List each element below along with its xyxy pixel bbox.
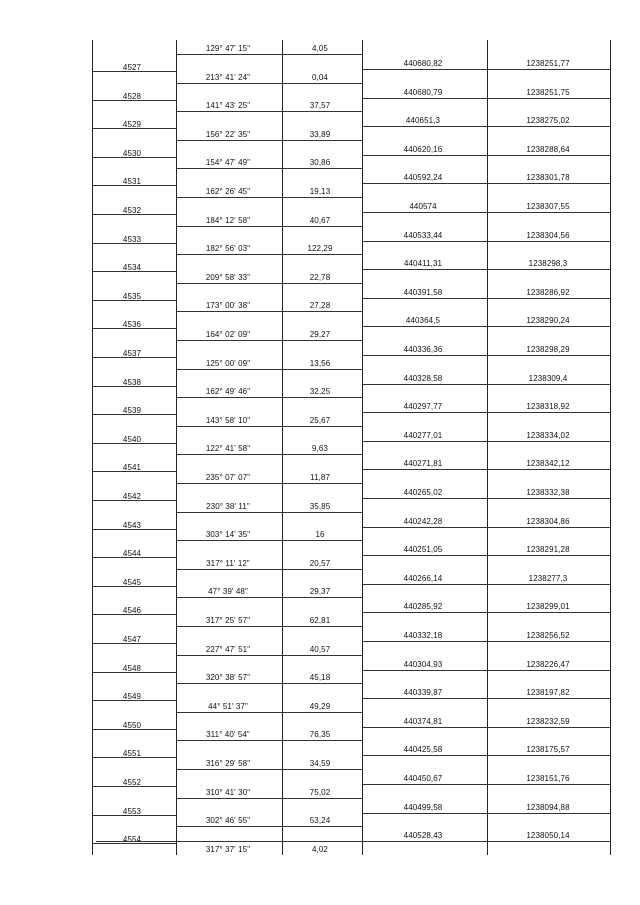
row-divider bbox=[362, 612, 610, 613]
coordinate-x: 440528,43 bbox=[403, 831, 443, 841]
row-divider bbox=[92, 557, 176, 558]
row-divider bbox=[92, 328, 176, 329]
point-number: 4532 bbox=[122, 206, 142, 215]
coordinate-y: 1238286,92 bbox=[526, 287, 570, 297]
coordinate-y: 1238277,3 bbox=[528, 573, 568, 583]
bearing-angle: 129° 47' 15" bbox=[205, 44, 251, 53]
point-number: 4531 bbox=[122, 177, 142, 187]
coordinate-x: 440277,01 bbox=[403, 430, 443, 440]
segment-length: 45,18 bbox=[309, 673, 331, 683]
coordinate-x: 440332,18 bbox=[403, 631, 443, 640]
coordinate-y: 1238275,02 bbox=[526, 116, 570, 126]
coordinate-y: 1238298,3 bbox=[528, 259, 568, 269]
coordinate-y: 1238256,52 bbox=[526, 631, 570, 640]
row-divider bbox=[176, 311, 362, 312]
row-divider bbox=[176, 683, 362, 684]
segment-length: 25,67 bbox=[309, 415, 331, 425]
segment-length: 34,59 bbox=[309, 759, 331, 768]
row-divider bbox=[362, 98, 610, 99]
point-number: 4550 bbox=[122, 720, 142, 730]
segment-length: 27,28 bbox=[309, 301, 331, 311]
row-divider bbox=[176, 397, 362, 398]
coordinate-x: 440364,5 bbox=[405, 316, 441, 326]
column-divider bbox=[92, 40, 93, 855]
bearing-angle: 154° 47' 49" bbox=[205, 158, 251, 168]
segment-length: 40,67 bbox=[309, 215, 331, 225]
segment-length: 62,81 bbox=[309, 616, 331, 625]
row-divider bbox=[92, 672, 176, 673]
row-divider bbox=[92, 271, 176, 272]
segment-length: 4,05 bbox=[312, 44, 328, 53]
row-divider bbox=[176, 83, 362, 84]
segment-length: 40,57 bbox=[309, 644, 331, 654]
coordinate-y: 1238304,86 bbox=[526, 516, 570, 526]
point-number: 4538 bbox=[122, 377, 142, 387]
coordinate-y: 1238151,76 bbox=[526, 774, 570, 783]
segment-length: 22,78 bbox=[309, 272, 331, 282]
bearing-angle: 209° 58' 33" bbox=[205, 272, 251, 282]
point-number: 4534 bbox=[122, 263, 142, 273]
row-divider bbox=[92, 586, 176, 587]
row-divider bbox=[362, 698, 610, 699]
coordinate-y: 1238309,4 bbox=[528, 373, 568, 383]
row-divider bbox=[176, 798, 362, 799]
row-divider bbox=[362, 269, 610, 270]
bearing-angle: 311° 40' 54" bbox=[206, 730, 250, 740]
coordinate-x: 440651,3 bbox=[405, 116, 441, 126]
point-number: 4545 bbox=[122, 577, 142, 587]
row-divider bbox=[92, 243, 176, 244]
row-divider bbox=[176, 369, 362, 370]
column-divider bbox=[610, 40, 611, 855]
point-number: 4528 bbox=[122, 91, 142, 101]
row-divider bbox=[176, 340, 362, 341]
segment-length: 32,25 bbox=[309, 387, 331, 397]
row-divider bbox=[92, 500, 176, 501]
bearing-angle: 310° 41' 30" bbox=[205, 787, 251, 797]
coordinate-x: 440336,36 bbox=[403, 345, 443, 354]
segment-length: 16 bbox=[315, 530, 325, 540]
segment-length: 37,57 bbox=[309, 101, 331, 111]
row-divider bbox=[92, 529, 176, 530]
row-divider bbox=[362, 183, 610, 184]
segment-length: 0,04 bbox=[312, 72, 328, 82]
row-divider bbox=[176, 426, 362, 427]
column-divider bbox=[176, 40, 177, 855]
segment-length: 35,85 bbox=[309, 501, 331, 511]
row-divider bbox=[92, 815, 176, 816]
coordinate-x: 440266,14 bbox=[403, 573, 443, 583]
coordinate-y: 1238318,92 bbox=[526, 402, 570, 412]
coordinate-x: 440339,87 bbox=[403, 688, 443, 698]
point-number: 4546 bbox=[122, 606, 142, 616]
row-divider bbox=[176, 769, 362, 770]
bearing-angle: 302° 46' 55" bbox=[205, 816, 251, 826]
coordinate-x: 440499,58 bbox=[403, 802, 443, 812]
point-number: 4551 bbox=[122, 749, 142, 759]
row-divider bbox=[92, 214, 176, 215]
row-divider bbox=[176, 626, 362, 627]
coordinate-x: 440425,58 bbox=[403, 745, 443, 755]
row-divider bbox=[92, 471, 176, 472]
coordinate-x: 440574 bbox=[409, 202, 437, 211]
row-divider bbox=[362, 469, 610, 470]
row-divider bbox=[176, 712, 362, 713]
row-divider bbox=[92, 414, 176, 415]
row-divider bbox=[362, 298, 610, 299]
row-divider bbox=[362, 384, 610, 385]
row-divider bbox=[176, 740, 362, 741]
point-number: 4552 bbox=[122, 778, 142, 787]
row-divider bbox=[362, 355, 610, 356]
coordinate-y: 1238304,56 bbox=[526, 230, 570, 240]
row-divider bbox=[176, 826, 362, 827]
coordinate-y: 1238334,02 bbox=[526, 430, 570, 440]
coordinate-x: 440304,93 bbox=[403, 659, 443, 669]
segment-length: 76,35 bbox=[309, 730, 331, 740]
row-divider bbox=[176, 597, 362, 598]
bearing-angle: 317° 37' 15" bbox=[205, 844, 251, 854]
point-number: 4539 bbox=[122, 406, 142, 416]
point-number: 4544 bbox=[122, 549, 142, 559]
row-divider bbox=[176, 483, 362, 484]
segment-length: 30,86 bbox=[309, 158, 331, 168]
coordinate-x: 440285,92 bbox=[403, 602, 443, 612]
point-number: 4548 bbox=[122, 663, 142, 673]
bearing-angle: 122° 41' 58" bbox=[205, 444, 251, 454]
row-divider bbox=[92, 843, 176, 844]
row-divider bbox=[362, 126, 610, 127]
coordinate-y: 1238298,29 bbox=[526, 345, 570, 354]
bearing-angle: 125° 00' 09" bbox=[205, 358, 251, 368]
row-divider bbox=[362, 212, 610, 213]
row-divider bbox=[92, 443, 176, 444]
bearing-angle: 162° 49' 46" bbox=[205, 387, 251, 397]
coordinate-x: 440533,44 bbox=[403, 230, 443, 240]
row-divider bbox=[92, 185, 176, 186]
coordinate-x: 440242,28 bbox=[403, 516, 443, 526]
row-divider bbox=[362, 727, 610, 728]
point-number: 4542 bbox=[122, 492, 142, 501]
row-divider bbox=[176, 226, 362, 227]
row-divider bbox=[176, 512, 362, 513]
row-divider bbox=[176, 454, 362, 455]
coordinate-x: 440391,58 bbox=[403, 287, 443, 297]
coordinate-y: 1238332,38 bbox=[526, 488, 570, 497]
coordinate-x: 440680,79 bbox=[403, 87, 443, 97]
row-divider bbox=[176, 283, 362, 284]
bearing-angle: 184° 12' 58" bbox=[205, 215, 251, 225]
coordinate-x: 440297,77 bbox=[403, 402, 443, 412]
row-divider bbox=[176, 540, 362, 541]
coordinate-x: 440450,67 bbox=[403, 774, 443, 783]
segment-length: 9,63 bbox=[312, 444, 328, 454]
column-divider bbox=[282, 40, 283, 855]
point-number: 4547 bbox=[122, 635, 142, 644]
row-divider bbox=[362, 326, 610, 327]
bearing-angle: 317° 25' 57" bbox=[205, 616, 251, 625]
bearing-angle: 320° 38' 57" bbox=[205, 673, 251, 683]
row-divider bbox=[92, 700, 176, 701]
row-divider bbox=[362, 813, 610, 814]
bearing-angle: 143° 58' 10" bbox=[205, 415, 251, 425]
bearing-angle: 44° 51' 37" bbox=[208, 701, 248, 711]
coordinate-y: 1238094,88 bbox=[526, 802, 570, 812]
bearing-angle: 156° 22' 35" bbox=[205, 129, 251, 139]
row-divider bbox=[362, 670, 610, 671]
row-divider bbox=[362, 584, 610, 585]
row-divider bbox=[92, 386, 176, 387]
segment-length: 33,89 bbox=[309, 129, 331, 139]
row-divider bbox=[92, 128, 176, 129]
segment-length: 29,27 bbox=[309, 330, 331, 339]
segment-length: 4,02 bbox=[312, 844, 328, 854]
bearing-angle: 303° 14' 35" bbox=[205, 530, 251, 540]
segment-length: 29,37 bbox=[309, 587, 331, 597]
row-divider bbox=[362, 69, 610, 70]
segment-length: 75,02 bbox=[309, 787, 331, 797]
coordinate-x: 440328,58 bbox=[403, 373, 443, 383]
coordinate-y: 1238290,24 bbox=[526, 316, 570, 326]
bearing-angle: 235° 07' 07" bbox=[205, 473, 251, 482]
row-divider bbox=[92, 300, 176, 301]
row-divider bbox=[92, 100, 176, 101]
point-number: 4537 bbox=[122, 349, 142, 358]
row-divider bbox=[92, 786, 176, 787]
row-divider bbox=[362, 498, 610, 499]
segment-length: 19,13 bbox=[309, 187, 331, 196]
point-number: 4553 bbox=[122, 806, 142, 816]
row-divider bbox=[92, 357, 176, 358]
point-number: 4554 bbox=[122, 835, 142, 845]
bearing-angle: 173° 00' 38" bbox=[205, 301, 251, 311]
coordinate-x: 440620,16 bbox=[403, 144, 443, 154]
row-divider bbox=[362, 441, 610, 442]
row-divider bbox=[92, 729, 176, 730]
bearing-angle: 162° 26' 45" bbox=[205, 187, 251, 196]
coordinate-x: 440251,05 bbox=[403, 545, 443, 555]
point-number: 4527 bbox=[122, 63, 142, 72]
segment-length: 11,87 bbox=[310, 473, 330, 482]
bearing-angle: 182° 56' 03" bbox=[205, 244, 251, 254]
point-number: 4543 bbox=[122, 520, 142, 530]
bearing-angle: 227° 47' 51" bbox=[205, 644, 251, 654]
point-number: 4529 bbox=[122, 120, 142, 130]
row-divider bbox=[92, 757, 176, 758]
row-divider bbox=[362, 527, 610, 528]
coordinate-y: 1238299,01 bbox=[526, 602, 570, 612]
row-divider bbox=[176, 254, 362, 255]
row-divider bbox=[362, 155, 610, 156]
coordinate-y: 1238307,55 bbox=[526, 202, 570, 211]
coordinate-y: 1238288,64 bbox=[526, 144, 570, 154]
point-number: 4535 bbox=[122, 291, 142, 301]
segment-length: 49,29 bbox=[309, 701, 331, 711]
bearing-angle: 141° 43' 25" bbox=[205, 101, 251, 111]
row-divider bbox=[362, 755, 610, 756]
bearing-angle: 230° 38' 11" bbox=[206, 501, 250, 511]
coordinate-y: 1238291,28 bbox=[526, 545, 570, 555]
coordinate-x: 440271,81 bbox=[403, 459, 443, 469]
row-divider bbox=[362, 241, 610, 242]
row-divider bbox=[176, 111, 362, 112]
coordinate-x: 440592,24 bbox=[403, 173, 443, 183]
point-number: 4533 bbox=[122, 234, 142, 244]
coordinate-y: 1238301,78 bbox=[526, 173, 570, 183]
row-divider bbox=[176, 569, 362, 570]
segment-length: 122,29 bbox=[307, 244, 333, 254]
point-number: 4530 bbox=[122, 148, 142, 158]
coordinate-y: 1238050,14 bbox=[526, 831, 570, 841]
segment-length: 13,56 bbox=[309, 358, 331, 368]
row-divider bbox=[92, 643, 176, 644]
bearing-angle: 47° 39' 48" bbox=[208, 587, 248, 597]
coordinate-y: 1238175,57 bbox=[526, 745, 570, 755]
row-divider bbox=[96, 841, 610, 842]
coordinate-x: 440265,02 bbox=[403, 488, 443, 497]
coordinate-x: 440411,31 bbox=[403, 259, 443, 269]
row-divider bbox=[362, 555, 610, 556]
bearing-angle: 317° 11' 12" bbox=[206, 558, 250, 568]
point-number: 4540 bbox=[122, 434, 142, 444]
row-divider bbox=[362, 784, 610, 785]
coordinate-y: 1238251,77 bbox=[526, 59, 570, 68]
bearing-angle: 316° 29' 58" bbox=[205, 759, 251, 768]
point-number: 4549 bbox=[122, 692, 142, 702]
bearing-angle: 164° 02' 09" bbox=[205, 330, 251, 339]
column-divider bbox=[362, 40, 363, 855]
row-divider bbox=[176, 168, 362, 169]
coordinate-x: 440680,82 bbox=[403, 59, 443, 68]
coordinate-y: 1238342,12 bbox=[526, 459, 570, 469]
coordinate-y: 1238197,82 bbox=[526, 688, 570, 698]
row-divider bbox=[176, 197, 362, 198]
row-divider bbox=[176, 54, 362, 55]
row-divider bbox=[176, 140, 362, 141]
row-divider bbox=[176, 655, 362, 656]
coordinate-x: 440374,81 bbox=[403, 716, 443, 726]
point-number: 4541 bbox=[122, 463, 142, 473]
column-divider bbox=[487, 40, 488, 855]
row-divider bbox=[92, 71, 176, 72]
row-divider bbox=[362, 412, 610, 413]
segment-length: 20,57 bbox=[309, 558, 331, 568]
row-divider bbox=[92, 157, 176, 158]
row-divider bbox=[92, 614, 176, 615]
row-divider bbox=[362, 641, 610, 642]
bearing-angle: 213° 41' 24" bbox=[205, 72, 251, 82]
segment-length: 53,24 bbox=[309, 816, 331, 826]
coordinate-y: 1238251,75 bbox=[526, 87, 570, 97]
coordinate-y: 1238226,47 bbox=[526, 659, 570, 669]
point-number: 4536 bbox=[122, 320, 142, 330]
coordinate-y: 1238232,59 bbox=[526, 716, 570, 726]
